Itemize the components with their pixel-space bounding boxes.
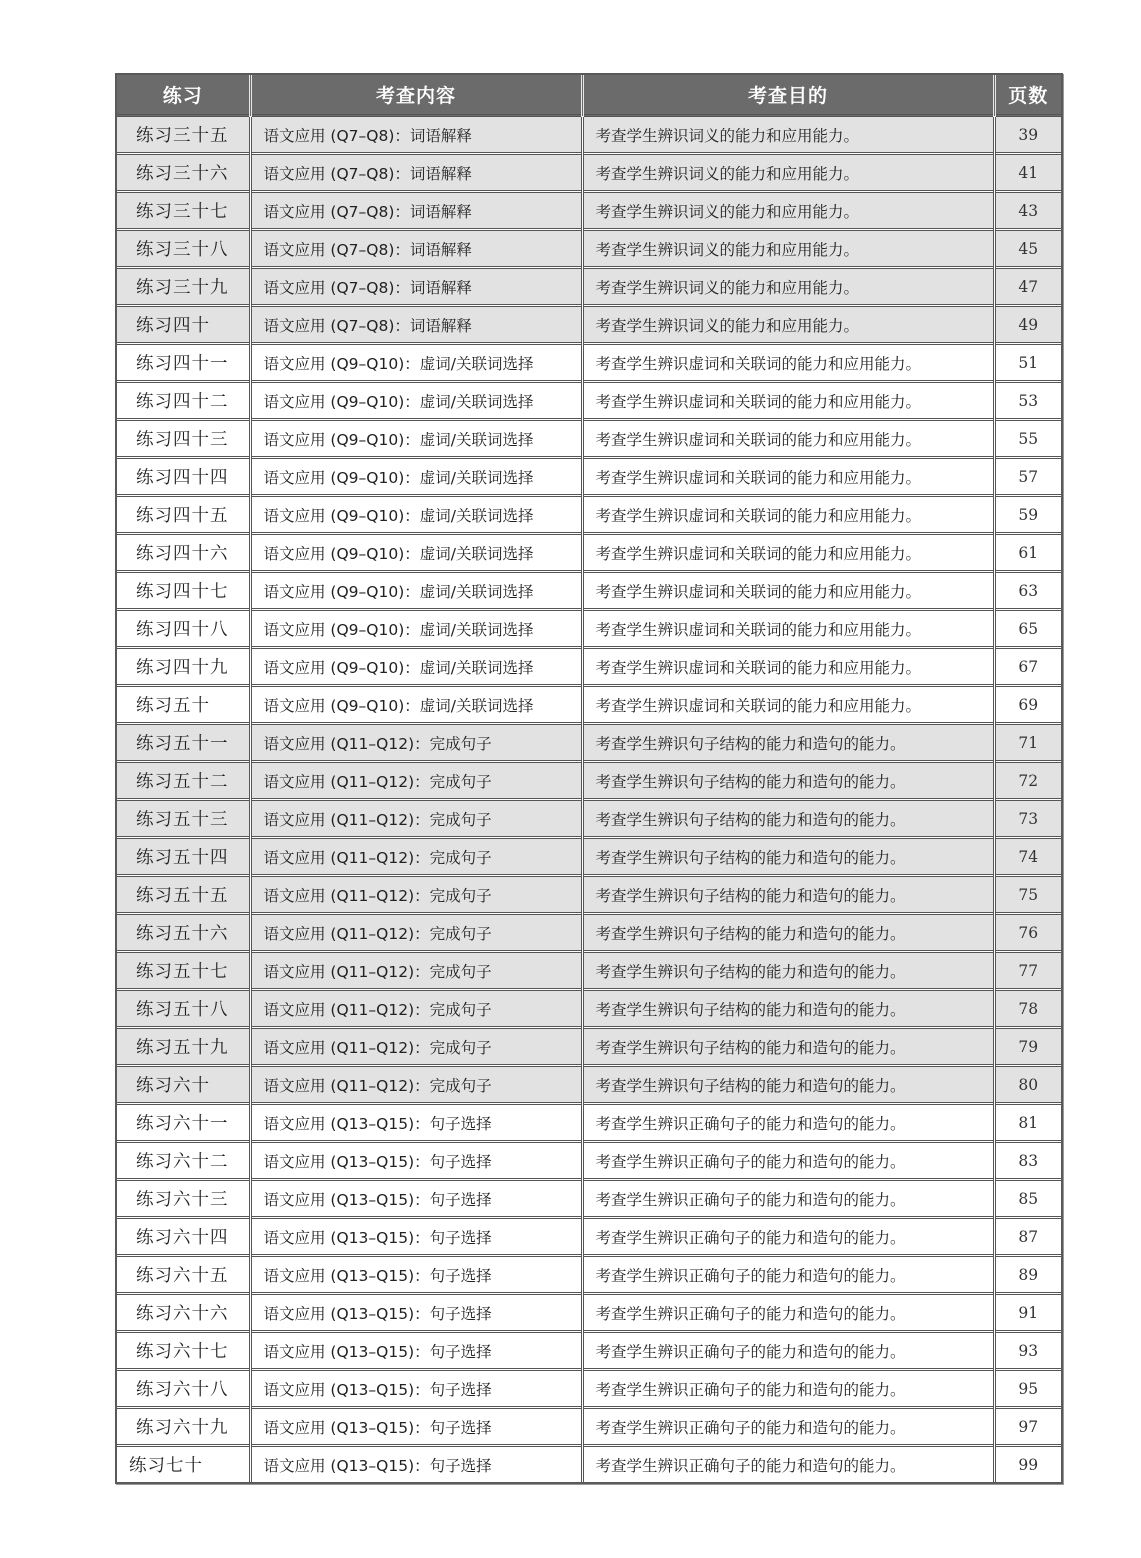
exercise-cell: 练习四十二 (117, 382, 250, 420)
page-number-cell: 80 (994, 1066, 1061, 1104)
header-content: 考查内容 (250, 75, 582, 116)
purpose-cell: 考查学生辨识虚词和关联词的能力和应用能力。 (582, 344, 994, 382)
page-number-cell: 43 (994, 192, 1061, 230)
table-row (117, 154, 1061, 192)
table-row (117, 1142, 1061, 1180)
exercise-cell: 练习四十 (117, 306, 250, 344)
table-row (117, 382, 1061, 420)
page-number-cell: 99 (994, 1446, 1061, 1483)
purpose-cell: 考查学生辨识虚词和关联词的能力和应用能力。 (582, 382, 994, 420)
header-page: 页数 (994, 75, 1061, 116)
table-row (117, 268, 1061, 306)
content-cell: 语文应用 (Q11–Q12)：完成句子 (250, 1066, 582, 1104)
exercise-cell: 练习三十五 (117, 116, 250, 154)
exercise-cell: 练习六十 (117, 1066, 250, 1104)
header-exercise: 练习 (117, 75, 250, 116)
exercise-cell: 练习五十一 (117, 724, 250, 762)
exercise-cell: 练习五十三 (117, 800, 250, 838)
table-row (117, 762, 1061, 800)
exercise-table-container (115, 73, 1063, 1484)
table-row (117, 1408, 1061, 1446)
purpose-cell: 考查学生辨识虚词和关联词的能力和应用能力。 (582, 420, 994, 458)
table-row (117, 800, 1061, 838)
exercise-cell: 练习六十九 (117, 1408, 250, 1446)
purpose-cell: 考查学生辨识虚词和关联词的能力和应用能力。 (582, 496, 994, 534)
purpose-cell: 考查学生辨识正确句子的能力和造句的能力。 (582, 1104, 994, 1142)
page-number-cell: 63 (994, 572, 1061, 610)
content-cell: 语文应用 (Q13–Q15)：句子选择 (250, 1370, 582, 1408)
purpose-cell: 考查学生辨识句子结构的能力和造句的能力。 (582, 800, 994, 838)
exercise-cell: 练习六十七 (117, 1332, 250, 1370)
page-number-cell: 41 (994, 154, 1061, 192)
page-number-cell: 87 (994, 1218, 1061, 1256)
content-cell: 语文应用 (Q7–Q8)：词语解释 (250, 192, 582, 230)
content-cell: 语文应用 (Q9–Q10)：虚词/关联词选择 (250, 344, 582, 382)
purpose-cell: 考查学生辨识词义的能力和应用能力。 (582, 116, 994, 154)
purpose-cell: 考查学生辨识虚词和关联词的能力和应用能力。 (582, 458, 994, 496)
exercise-cell: 练习五十八 (117, 990, 250, 1028)
exercise-cell: 练习五十七 (117, 952, 250, 990)
content-cell: 语文应用 (Q9–Q10)：虚词/关联词选择 (250, 648, 582, 686)
exercise-cell: 练习三十八 (117, 230, 250, 268)
content-cell: 语文应用 (Q9–Q10)：虚词/关联词选择 (250, 458, 582, 496)
purpose-cell: 考查学生辨识句子结构的能力和造句的能力。 (582, 724, 994, 762)
content-cell: 语文应用 (Q11–Q12)：完成句子 (250, 876, 582, 914)
table-row (117, 648, 1061, 686)
table-row (117, 1104, 1061, 1142)
purpose-cell: 考查学生辨识句子结构的能力和造句的能力。 (582, 990, 994, 1028)
page-number-cell: 77 (994, 952, 1061, 990)
table-row (117, 1256, 1061, 1294)
exercise-table (117, 75, 1061, 1482)
page-number-cell: 57 (994, 458, 1061, 496)
content-cell: 语文应用 (Q9–Q10)：虚词/关联词选择 (250, 610, 582, 648)
purpose-cell: 考查学生辨识句子结构的能力和造句的能力。 (582, 1066, 994, 1104)
content-cell: 语文应用 (Q7–Q8)：词语解释 (250, 306, 582, 344)
exercise-cell: 练习五十六 (117, 914, 250, 952)
page-number-cell: 81 (994, 1104, 1061, 1142)
purpose-cell: 考查学生辨识句子结构的能力和造句的能力。 (582, 838, 994, 876)
content-cell: 语文应用 (Q11–Q12)：完成句子 (250, 724, 582, 762)
page-number-cell: 61 (994, 534, 1061, 572)
page-number-cell: 79 (994, 1028, 1061, 1066)
table-row (117, 1446, 1061, 1483)
purpose-cell: 考查学生辨识句子结构的能力和造句的能力。 (582, 1028, 994, 1066)
purpose-cell: 考查学生辨识正确句子的能力和造句的能力。 (582, 1180, 994, 1218)
table-row (117, 420, 1061, 458)
page-number-cell: 76 (994, 914, 1061, 952)
table-row (117, 1218, 1061, 1256)
table-row (117, 1180, 1061, 1218)
purpose-cell: 考查学生辨识正确句子的能力和造句的能力。 (582, 1446, 994, 1483)
content-cell: 语文应用 (Q13–Q15)：句子选择 (250, 1446, 582, 1483)
content-cell: 语文应用 (Q13–Q15)：句子选择 (250, 1180, 582, 1218)
page-number-cell: 89 (994, 1256, 1061, 1294)
content-cell: 语文应用 (Q9–Q10)：虚词/关联词选择 (250, 496, 582, 534)
page-number-cell: 95 (994, 1370, 1061, 1408)
content-cell: 语文应用 (Q13–Q15)：句子选择 (250, 1218, 582, 1256)
page-number-cell: 47 (994, 268, 1061, 306)
purpose-cell: 考查学生辨识句子结构的能力和造句的能力。 (582, 876, 994, 914)
content-cell: 语文应用 (Q13–Q15)：句子选择 (250, 1332, 582, 1370)
exercise-cell: 练习五十五 (117, 876, 250, 914)
exercise-cell: 练习四十一 (117, 344, 250, 382)
exercise-cell: 练习四十七 (117, 572, 250, 610)
content-cell: 语文应用 (Q13–Q15)：句子选择 (250, 1408, 582, 1446)
table-row (117, 458, 1061, 496)
exercise-cell: 练习四十六 (117, 534, 250, 572)
content-cell: 语文应用 (Q11–Q12)：完成句子 (250, 838, 582, 876)
exercise-cell: 练习四十三 (117, 420, 250, 458)
exercise-cell: 练习六十二 (117, 1142, 250, 1180)
table-row (117, 192, 1061, 230)
table-row (117, 1294, 1061, 1332)
content-cell: 语文应用 (Q9–Q10)：虚词/关联词选择 (250, 420, 582, 458)
purpose-cell: 考查学生辨识正确句子的能力和造句的能力。 (582, 1218, 994, 1256)
exercise-cell: 练习六十一 (117, 1104, 250, 1142)
purpose-cell: 考查学生辨识虚词和关联词的能力和应用能力。 (582, 610, 994, 648)
exercise-cell: 练习五十二 (117, 762, 250, 800)
table-row (117, 572, 1061, 610)
purpose-cell: 考查学生辨识句子结构的能力和造句的能力。 (582, 762, 994, 800)
content-cell: 语文应用 (Q7–Q8)：词语解释 (250, 116, 582, 154)
table-row (117, 1066, 1061, 1104)
table-row (117, 990, 1061, 1028)
content-cell: 语文应用 (Q11–Q12)：完成句子 (250, 1028, 582, 1066)
exercise-cell: 练习六十六 (117, 1294, 250, 1332)
page-number-cell: 91 (994, 1294, 1061, 1332)
purpose-cell: 考查学生辨识句子结构的能力和造句的能力。 (582, 952, 994, 990)
content-cell: 语文应用 (Q13–Q15)：句子选择 (250, 1142, 582, 1180)
purpose-cell: 考查学生辨识词义的能力和应用能力。 (582, 306, 994, 344)
table-row (117, 344, 1061, 382)
table-row (117, 876, 1061, 914)
purpose-cell: 考查学生辨识词义的能力和应用能力。 (582, 268, 994, 306)
table-row (117, 496, 1061, 534)
content-cell: 语文应用 (Q13–Q15)：句子选择 (250, 1294, 582, 1332)
page-number-cell: 67 (994, 648, 1061, 686)
content-cell: 语文应用 (Q7–Q8)：词语解释 (250, 268, 582, 306)
page-number-cell: 49 (994, 306, 1061, 344)
header-purpose: 考查目的 (582, 75, 994, 116)
table-row (117, 610, 1061, 648)
purpose-cell: 考查学生辨识句子结构的能力和造句的能力。 (582, 914, 994, 952)
purpose-cell: 考查学生辨识正确句子的能力和造句的能力。 (582, 1256, 994, 1294)
purpose-cell: 考查学生辨识正确句子的能力和造句的能力。 (582, 1142, 994, 1180)
exercise-cell: 练习四十八 (117, 610, 250, 648)
content-cell: 语文应用 (Q11–Q12)：完成句子 (250, 990, 582, 1028)
exercise-cell: 练习六十五 (117, 1256, 250, 1294)
table-row (117, 914, 1061, 952)
table-row (117, 116, 1061, 154)
page-number-cell: 74 (994, 838, 1061, 876)
exercise-cell: 练习五十 (117, 686, 250, 724)
table-row (117, 534, 1061, 572)
content-cell: 语文应用 (Q7–Q8)：词语解释 (250, 154, 582, 192)
table-row (117, 952, 1061, 990)
purpose-cell: 考查学生辨识正确句子的能力和造句的能力。 (582, 1408, 994, 1446)
content-cell: 语文应用 (Q7–Q8)：词语解释 (250, 230, 582, 268)
exercise-cell: 练习四十四 (117, 458, 250, 496)
page-number-cell: 75 (994, 876, 1061, 914)
exercise-cell: 练习三十七 (117, 192, 250, 230)
page-number-cell: 83 (994, 1142, 1061, 1180)
content-cell: 语文应用 (Q9–Q10)：虚词/关联词选择 (250, 686, 582, 724)
exercise-cell: 练习六十三 (117, 1180, 250, 1218)
page-number-cell: 73 (994, 800, 1061, 838)
exercise-cell: 练习五十九 (117, 1028, 250, 1066)
table-row (117, 686, 1061, 724)
exercise-cell: 练习六十四 (117, 1218, 250, 1256)
exercise-cell: 练习七十 (117, 1446, 250, 1483)
table-row (117, 838, 1061, 876)
table-row (117, 306, 1061, 344)
purpose-cell: 考查学生辨识词义的能力和应用能力。 (582, 230, 994, 268)
page-number-cell: 78 (994, 990, 1061, 1028)
page-number-cell: 69 (994, 686, 1061, 724)
page-number-cell: 59 (994, 496, 1061, 534)
content-cell: 语文应用 (Q13–Q15)：句子选择 (250, 1256, 582, 1294)
purpose-cell: 考查学生辨识虚词和关联词的能力和应用能力。 (582, 686, 994, 724)
purpose-cell: 考查学生辨识词义的能力和应用能力。 (582, 154, 994, 192)
purpose-cell: 考查学生辨识虚词和关联词的能力和应用能力。 (582, 648, 994, 686)
page-number-cell: 53 (994, 382, 1061, 420)
exercise-cell: 练习三十九 (117, 268, 250, 306)
page-number-cell: 85 (994, 1180, 1061, 1218)
page-number-cell: 51 (994, 344, 1061, 382)
content-cell: 语文应用 (Q11–Q12)：完成句子 (250, 914, 582, 952)
purpose-cell: 考查学生辨识词义的能力和应用能力。 (582, 192, 994, 230)
page-number-cell: 71 (994, 724, 1061, 762)
content-cell: 语文应用 (Q11–Q12)：完成句子 (250, 762, 582, 800)
page-number-cell: 72 (994, 762, 1061, 800)
table-body (117, 116, 1061, 1483)
exercise-cell: 练习六十八 (117, 1370, 250, 1408)
content-cell: 语文应用 (Q13–Q15)：句子选择 (250, 1104, 582, 1142)
exercise-cell: 练习四十五 (117, 496, 250, 534)
exercise-cell: 练习五十四 (117, 838, 250, 876)
exercise-cell: 练习四十九 (117, 648, 250, 686)
table-row (117, 230, 1061, 268)
page-number-cell: 97 (994, 1408, 1061, 1446)
purpose-cell: 考查学生辨识虚词和关联词的能力和应用能力。 (582, 534, 994, 572)
page-number-cell: 93 (994, 1332, 1061, 1370)
content-cell: 语文应用 (Q9–Q10)：虚词/关联词选择 (250, 572, 582, 610)
content-cell: 语文应用 (Q9–Q10)：虚词/关联词选择 (250, 382, 582, 420)
table-row (117, 1370, 1061, 1408)
page-number-cell: 55 (994, 420, 1061, 458)
purpose-cell: 考查学生辨识正确句子的能力和造句的能力。 (582, 1370, 994, 1408)
content-cell: 语文应用 (Q9–Q10)：虚词/关联词选择 (250, 534, 582, 572)
table-row (117, 724, 1061, 762)
exercise-cell: 练习三十六 (117, 154, 250, 192)
table-row (117, 1028, 1061, 1066)
content-cell: 语文应用 (Q11–Q12)：完成句子 (250, 952, 582, 990)
purpose-cell: 考查学生辨识虚词和关联词的能力和应用能力。 (582, 572, 994, 610)
table-header (117, 75, 1061, 116)
purpose-cell: 考查学生辨识正确句子的能力和造句的能力。 (582, 1294, 994, 1332)
page-number-cell: 45 (994, 230, 1061, 268)
content-cell: 语文应用 (Q11–Q12)：完成句子 (250, 800, 582, 838)
header-row (117, 75, 1061, 116)
purpose-cell: 考查学生辨识正确句子的能力和造句的能力。 (582, 1332, 994, 1370)
page-number-cell: 65 (994, 610, 1061, 648)
page-number-cell: 39 (994, 116, 1061, 154)
table-row (117, 1332, 1061, 1370)
